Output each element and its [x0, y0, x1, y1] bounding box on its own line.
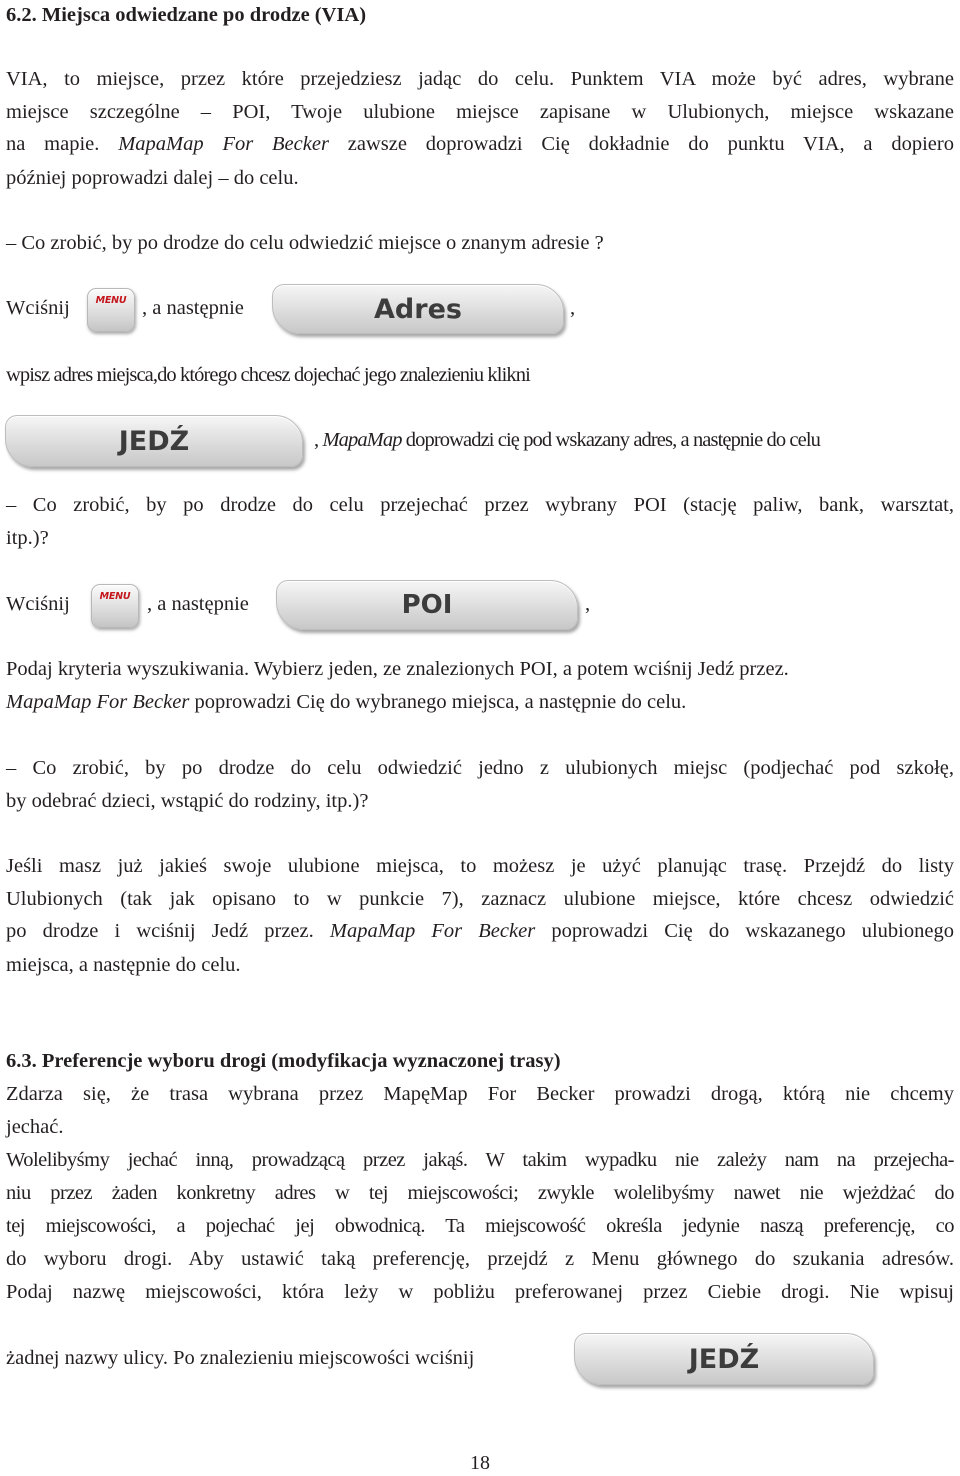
brand-name: MapaMap For Becker: [6, 691, 190, 713]
question-line: – Co zrobić, by po drodze do celu odwiedzić jedno z ulubionych miejsc (podjechać pod szkołę,: [6, 757, 954, 779]
question-line: – Co zrobić, by po drodze do celu przejechać przez wybrany POI (stację paliw, bank, warsztat,: [6, 494, 954, 516]
text-run: poprowadzi Cię do wskazanego ulubionego: [535, 920, 954, 942]
comma-text: ,: [585, 593, 591, 615]
menu-button[interactable]: [87, 288, 135, 332]
paragraph-line: żadnej nazwy ulicy. Po znalezieniu miejscowości wciśnij: [6, 1347, 475, 1369]
jedz-button[interactable]: [574, 1333, 874, 1385]
paragraph-line: VIA, to miejsce, przez które przejedziesz jadąc do celu. Punktem VIA może być adres, wybrane: [6, 68, 954, 90]
menu-button[interactable]: [91, 584, 139, 628]
question-line: by odebrać dzieci, wstąpić do rodziny, itp.)?: [6, 790, 369, 812]
paragraph-line: Podaj nazwę miejscowości, która leży w pobliżu preferowanej przez Ciebie drogi. Nie wpisuj: [6, 1281, 954, 1303]
instruction-line: wpisz adres miejsca,do którego chcesz dojechać jego znalezieniu klikni: [6, 364, 530, 386]
text-run: ,: [314, 429, 323, 451]
paragraph-line: Ulubionych (tak jak opisano to w punkcie 7), zaznacz ulubione miejsce, które chcesz odwiedzić: [6, 888, 954, 910]
paragraph-line: Wolelibyśmy jechać inną, prowadzącą przez jakąś. W takim wypadku nie zależy nam na przejecha-: [6, 1149, 954, 1171]
adres-button-label: Adres: [374, 294, 462, 325]
jedz-button[interactable]: [5, 415, 303, 467]
paragraph-line: Podaj kryteria wyszukiwania. Wybierz jeden, ze znalezionych POI, a potem wciśnij Jedź przez.: [6, 658, 789, 680]
brand-name: MapaMap: [322, 429, 402, 451]
poi-button[interactable]: [276, 580, 578, 630]
menu-button-label: MENU: [95, 295, 127, 306]
comma-text: ,: [570, 297, 576, 319]
menu-button-label: MENU: [99, 591, 131, 602]
paragraph-line: niu przez żaden konkretny adres w tej miejscowości; zwykle wolelibyśmy nawet nie wjeżdżać do: [6, 1182, 954, 1204]
paragraph-line: miejsca, a następnie do celu.: [6, 954, 241, 976]
press-text: Wciśnij: [6, 297, 70, 319]
after-go-line: [314, 427, 820, 453]
paragraph-line: tej miejscowości, a pojechać jej obwodnicą. Ta miejscowość określa jedynie naszą preferencję, co: [6, 1215, 954, 1237]
paragraph-line: Jeśli masz już jakieś swoje ulubione miejsca, to możesz je użyć planując trasę. Przejdź do listy: [6, 855, 954, 877]
press-text: Wciśnij: [6, 593, 70, 615]
text-run: zawsze doprowadzi Cię dokładnie do punktu VIA, a dopiero: [328, 133, 954, 155]
question-line: – Co zrobić, by po drodze do celu odwiedzić miejsce o znanym adresie ?: [6, 232, 604, 254]
question-line: itp.)?: [6, 527, 49, 549]
text-run: doprowadzi cię pod wskazany adres, a następnie do celu: [401, 429, 820, 451]
paragraph-line: [6, 131, 954, 157]
section-heading-6-2: 6.2. Miejsca odwiedzane po drodze (VIA): [6, 4, 367, 26]
paragraph-line: [6, 918, 954, 944]
paragraph-line: później poprowadzi dalej – do celu.: [6, 167, 299, 189]
adres-button[interactable]: [272, 284, 564, 334]
brand-name: MapaMap For Becker: [329, 920, 536, 942]
text-run: poprowadzi Cię do wybranego miejsca, a następnie do celu.: [189, 691, 687, 713]
page-number: 18: [470, 1452, 490, 1474]
then-text: , a następnie: [142, 297, 244, 319]
poi-button-label: POI: [401, 590, 453, 620]
text-run: po drodze i wciśnij Jedź przez.: [6, 920, 330, 942]
jedz-button-label: JEDŹ: [118, 426, 190, 457]
paragraph-line: miejsce szczególne – POI, Twoje ulubione miejsce zapisane w Ulubionych, miejsce wskazane: [6, 101, 954, 123]
paragraph-line: [6, 689, 686, 715]
then-text: , a następnie: [147, 593, 249, 615]
section-heading-6-3: 6.3. Preferencje wyboru drogi (modyfikacja wyznaczonej trasy): [6, 1050, 561, 1072]
text-run: na mapie.: [6, 133, 119, 155]
jedz-button-label: JEDŹ: [688, 1344, 760, 1375]
brand-name: MapaMap For Becker: [118, 133, 329, 155]
paragraph-line: jechać.: [6, 1116, 64, 1138]
paragraph-line: Zdarza się, że trasa wybrana przez MapęMap For Becker prowadzi drogą, którą nie chcemy: [6, 1083, 954, 1105]
paragraph-line: do wyboru drogi. Aby ustawić taką preferencję, przejdź z Menu głównego do szukania adresów.: [6, 1248, 954, 1270]
